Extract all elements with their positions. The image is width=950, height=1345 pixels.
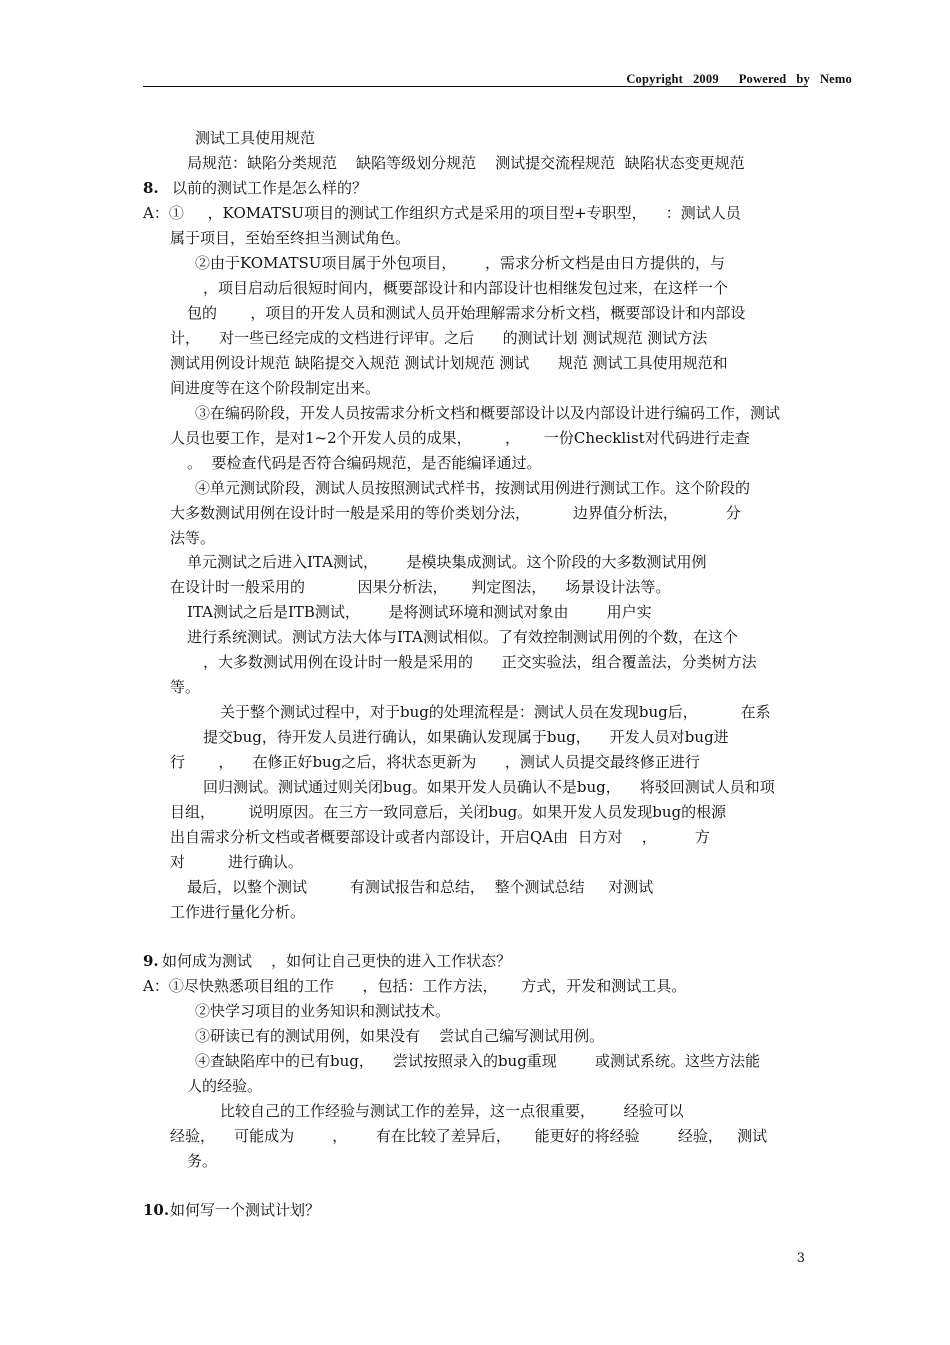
text-line: 间进度等在这个阶段制定出来。 <box>170 379 381 397</box>
question-number: 8. <box>143 179 159 197</box>
text-line: ②由于KOMATSU项目属于外包项目， ，需求分析文档是由日方提供的，与 <box>195 254 726 272</box>
text-line: 人员也要工作，是对1~2个开发人员的成果， ， 一份Checklist对代码进行走查 <box>170 429 750 447</box>
text-line: 属于项目，至始至终担当测试角色。 <box>170 229 411 247</box>
text-line: 在设计时一般采用的 因果分析法， 判定图法， 场景设计法等。 <box>170 578 671 596</box>
text-line: 包的 ，项目的开发人员和测试人员开始理解需求分析文档，概要部设计和内部设 <box>187 304 746 322</box>
text-line: 提交bug，待开发人员进行确认，如果确认发现属于bug， 开发人员对bug进 <box>203 728 729 746</box>
text-line: ，项目启动后很短时间内，概要部设计和内部设计也相继发包过来，在这样一个 <box>203 279 729 297</box>
text-line: 测试工具使用规范 <box>195 129 316 147</box>
page-number: 3 <box>796 1251 805 1266</box>
text-line: 对 进行确认。 <box>170 853 303 871</box>
text-line: 进行系统测试。测试方法大体与ITA测试相似。了有效控制测试用例的个数，在这个 <box>187 628 738 646</box>
text-line: 最后，以整个测试 有测试报告和总结， 整个测试总结 对测试 <box>187 878 654 896</box>
text-line: 大多数测试用例在设计时一般是采用的等价类划分法， 边界值分析法， 分 <box>170 504 741 522</box>
text-line: 务。 <box>187 1152 218 1170</box>
text-line: A：① ，KOMATSU项目的测试工作组织方式是采用的项目型+专职型， ：测试人员 <box>143 204 741 222</box>
text-line: 行 ， 在修正好bug之后，将状态更新为 ，测试人员提交最终修正进行 <box>170 753 700 771</box>
question-title: 如何成为测试 ，如何让自己更快的进入工作状态？ <box>162 952 512 970</box>
question-title: 以前的测试工作是怎么样的？ <box>172 179 368 197</box>
text-line: 出自需求分析文档或者概要部设计或者内部设计，开启QA由 日方对 ， 方 <box>170 828 710 846</box>
text-line: 目组， 说明原因。在三方一致同意后，关闭bug。如果开发人员发现bug的根源 <box>170 803 727 821</box>
question-number: 9. <box>143 952 159 970</box>
text-line: 等。 <box>170 678 201 696</box>
header-rule <box>143 86 808 87</box>
text-line: 法等。 <box>170 529 216 547</box>
text-line: 测试用例设计规范 缺陷提交入规范 测试计划规范 测试 规范 测试工具使用规范和 <box>170 354 728 372</box>
text-line: 计， 对一些已经完成的文档进行评审。之后 的测试计划 测试规范 测试方法 <box>170 329 708 347</box>
text-line: 局规范：缺陷分类规范 缺陷等级划分规范 测试提交流程规范 缺陷状态变更规范 <box>187 154 745 172</box>
text-line: ，大多数测试用例在设计时一般是采用的 正交实验法，组合覆盖法，分类树方法 <box>203 653 757 671</box>
question-number: 10. <box>143 1201 170 1219</box>
text-line: ③在编码阶段，开发人员按需求分析文档和概要部设计以及内部设计进行编码工作，测试 <box>195 404 781 422</box>
copyright-line: Copyright 2009 Powered by Nemo <box>626 72 852 86</box>
text-line: 关于整个测试过程中，对于bug的处理流程是：测试人员在发现bug后， 在系 <box>220 703 771 721</box>
text-line: 。 要检查代码是否符合编码规范，是否能编译通过。 <box>187 454 542 472</box>
text-line: ②快学习项目的业务知识和测试技术。 <box>195 1002 451 1020</box>
text-line: ITA测试之后是ITB测试， 是将测试环境和测试对象由 用户实 <box>187 603 652 621</box>
text-line: 单元测试之后进入ITA测试， 是模块集成测试。这个阶段的大多数测试用例 <box>187 553 707 571</box>
text-line: A：①尽快熟悉项目组的工作 ，包括：工作方法， 方式，开发和测试工具。 <box>143 977 687 995</box>
text-line: 人的经验。 <box>187 1077 263 1095</box>
text-line: ③研读已有的测试用例，如果没有 尝试自己编写测试用例。 <box>195 1027 605 1045</box>
text-line: ④单元测试阶段，测试人员按照测试式样书，按测试用例进行测试工作。这个阶段的 <box>195 479 751 497</box>
text-line: 比较自己的工作经验与测试工作的差异，这一点很重要， 经验可以 <box>220 1102 684 1120</box>
text-line: 工作进行量化分析。 <box>170 903 306 921</box>
text-line: 回归测试。测试通过则关闭bug。如果开发人员确认不是bug， 将驳回测试人员和项 <box>203 778 775 796</box>
page-header <box>0 72 950 90</box>
text-line: ④查缺陷库中的已有bug， 尝试按照录入的bug重现 或测试系统。这些方法能 <box>195 1052 760 1070</box>
text-line: 经验， 可能成为 ， 有在比较了差异后， 能更好的将经验 经验， 测试 <box>170 1127 768 1145</box>
question-title: 如何写一个测试计划？ <box>170 1201 321 1219</box>
